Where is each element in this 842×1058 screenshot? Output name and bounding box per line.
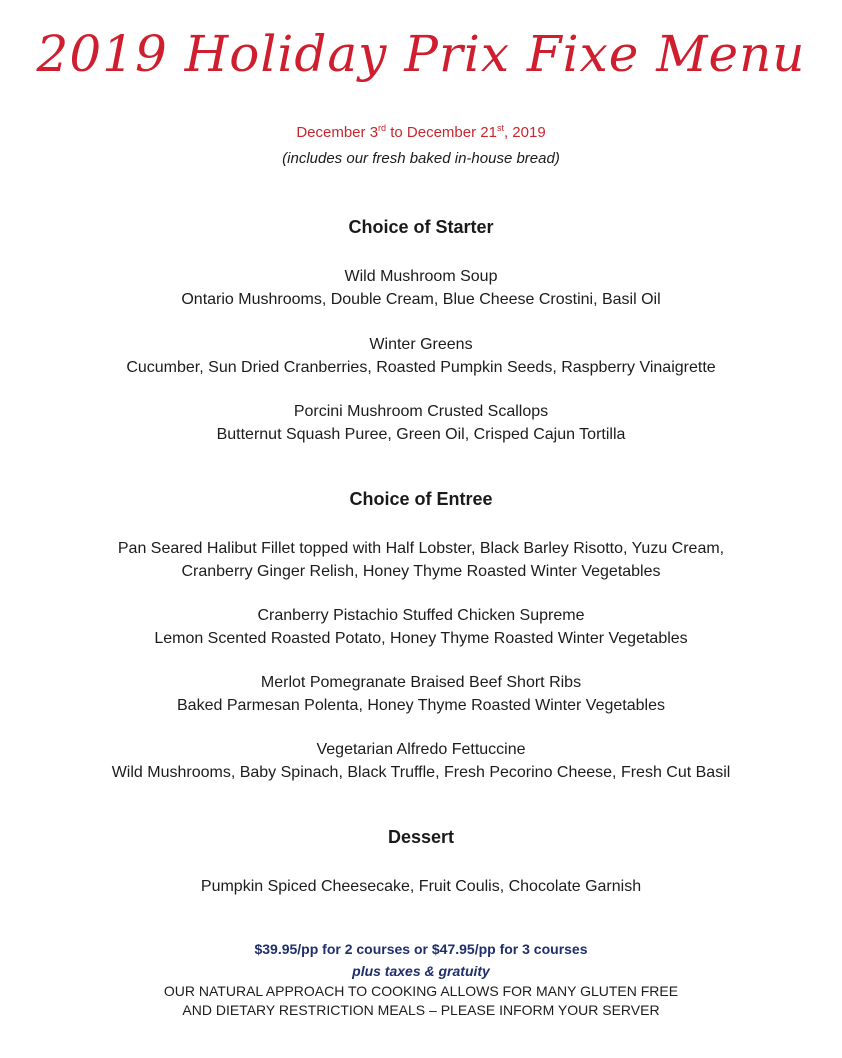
date-start: December 3 — [296, 124, 379, 141]
dessert-item — [0, 875, 842, 898]
entree-heading: Choice of Entree — [349, 489, 493, 509]
dish-name: Vegetarian Alfredo Fettuccine — [316, 741, 526, 758]
dish-name: Pumpkin Spiced Cheesecake, Fruit Coulis, Chocolate Garnish — [200, 878, 642, 895]
entree-item — [0, 604, 842, 650]
dish-name: Cranberry Pistachio Stuffed Chicken Supreme — [257, 607, 585, 624]
date-end-suffix: st — [496, 123, 504, 133]
dish-name: Pan Seared Halibut Fillet topped with Half Lobster, Black Barley Risotto, Yuzu Cream, — [117, 540, 725, 557]
date-end: , 2019 — [503, 124, 546, 141]
starter-item — [0, 400, 842, 446]
starter-item — [0, 333, 842, 379]
dish-description: Lemon Scented Roasted Potato, Honey Thyme Roasted Winter Vegetables — [154, 630, 688, 647]
dish-description: Cranberry Ginger Relish, Honey Thyme Roasted Winter Vegetables — [181, 563, 661, 580]
dish-description: Ontario Mushrooms, Double Cream, Blue Cheese Crostini, Basil Oil — [181, 291, 661, 308]
menu-title: 2019 Holiday Prix Fixe Menu — [36, 25, 806, 83]
dietary-notice-line: AND DIETARY RESTRICTION MEALS – PLEASE INFORM YOUR SERVER — [182, 1002, 660, 1018]
dietary-notice-line: OUR NATURAL APPROACH TO COOKING ALLOWS FOR MANY GLUTEN FREE — [163, 983, 679, 999]
dish-description: Baked Parmesan Polenta, Honey Thyme Roasted Winter Vegetables — [177, 697, 665, 714]
dish-description: Butternut Squash Puree, Green Oil, Crisped Cajun Tortilla — [216, 426, 626, 443]
price-line: $39.95/pp for 2 courses or $47.95/pp for 3 courses — [254, 941, 588, 957]
date-start-suffix: rd — [378, 123, 387, 133]
entree-item — [0, 671, 842, 717]
dish-name: Wild Mushroom Soup — [344, 268, 498, 285]
dietary-notice — [0, 982, 842, 1020]
starter-item — [0, 265, 842, 311]
date-mid: to December 21 — [386, 124, 497, 141]
dish-description: Wild Mushrooms, Baby Spinach, Black Truffle, Fresh Pecorino Cheese, Fresh Cut Basil — [111, 764, 731, 781]
entree-item — [0, 537, 842, 583]
dish-name: Winter Greens — [369, 336, 473, 353]
dish-name: Merlot Pomegranate Braised Beef Short Ribs — [260, 674, 582, 691]
taxes-note: plus taxes & gratuity — [352, 963, 490, 979]
date-range — [0, 123, 842, 143]
entree-item — [0, 738, 842, 784]
dish-name: Porcini Mushroom Crusted Scallops — [293, 403, 549, 420]
dish-description: Cucumber, Sun Dried Cranberries, Roasted Pumpkin Seeds, Raspberry Vinaigrette — [126, 359, 716, 376]
dessert-heading: Dessert — [387, 827, 455, 847]
bread-note: (includes our fresh baked in-house bread) — [282, 150, 560, 167]
starter-heading: Choice of Starter — [348, 217, 494, 237]
